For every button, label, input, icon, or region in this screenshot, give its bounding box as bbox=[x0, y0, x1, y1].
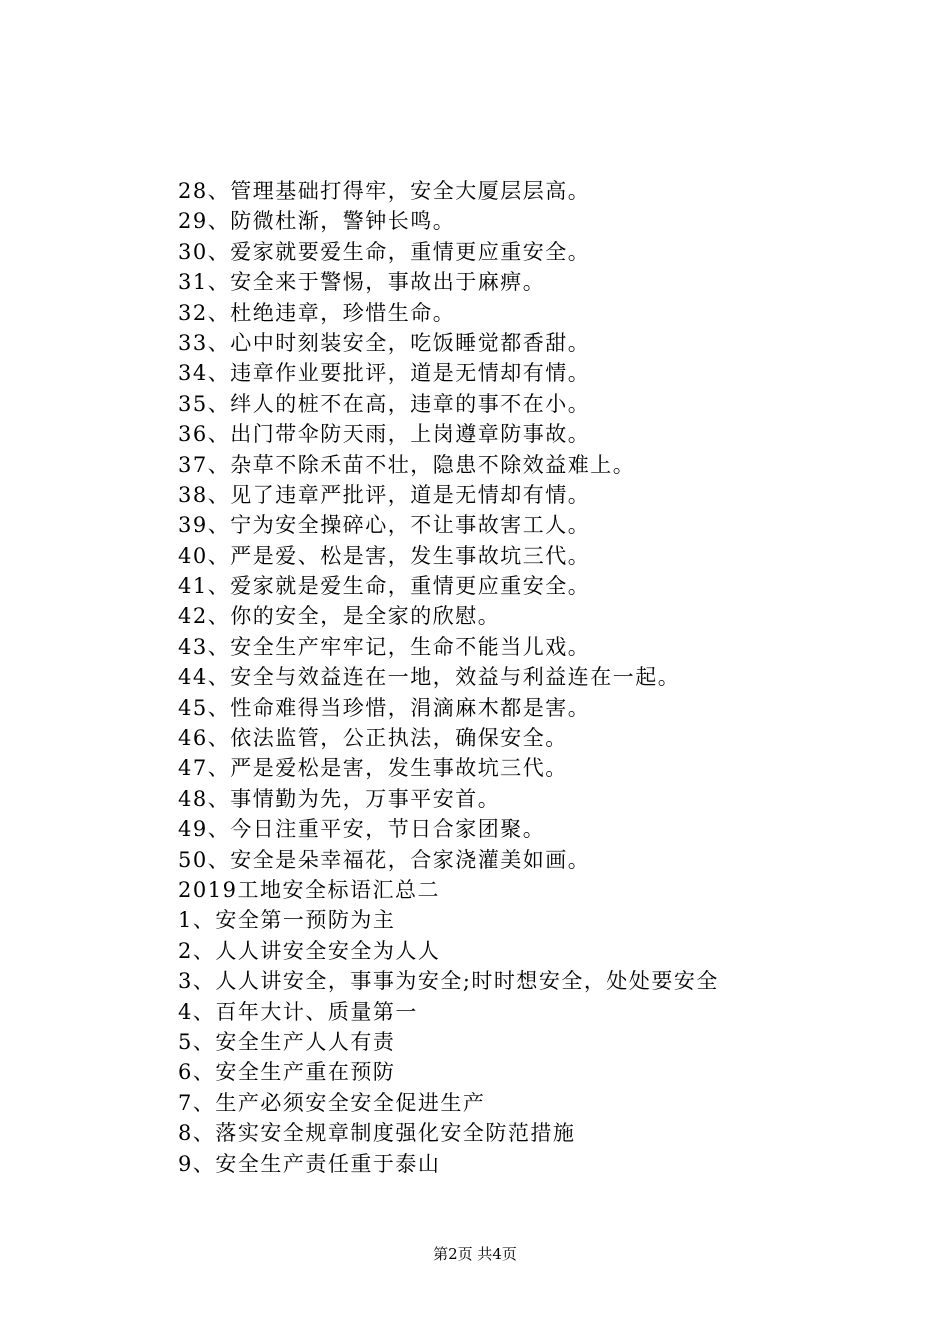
text-line: 39、宁为安全操碎心，不让事故害工人。 bbox=[178, 513, 591, 538]
text-line: 9、安全生产责任重于泰山 bbox=[178, 1151, 441, 1176]
text-line: 7、生产必须安全安全促进生产 bbox=[178, 1090, 486, 1115]
text-line: 31、安全来于警惕，事故出于麻痹。 bbox=[178, 270, 546, 295]
text-line: 42、你的安全，是全家的欣慰。 bbox=[178, 604, 501, 629]
text-line: 3、人人讲安全，事事为安全;时时想安全，处处要安全 bbox=[178, 969, 719, 994]
text-line: 44、安全与效益连在一地，效益与利益连在一起。 bbox=[178, 665, 681, 690]
text-line: 2、人人讲安全安全为人人 bbox=[178, 938, 441, 963]
text-line: 48、事情勤为先，万事平安首。 bbox=[178, 786, 501, 811]
text-line: 8、落实安全规章制度强化安全防范措施 bbox=[178, 1121, 576, 1146]
text-line: 28、管理基础打得牢，安全大厦层层高。 bbox=[178, 179, 591, 203]
text-line: 40、严是爱、松是害，发生事故坑三代。 bbox=[178, 543, 591, 568]
text-line: 43、安全生产牢牢记，生命不能当儿戏。 bbox=[178, 634, 591, 659]
text-line: 35、绊人的桩不在高，违章的事不在小。 bbox=[178, 391, 591, 416]
section-heading: 2019工地安全标语汇总二 bbox=[178, 877, 440, 902]
text-line: 33、心中时刻装安全，吃饭睡觉都香甜。 bbox=[178, 330, 591, 355]
text-line: 38、见了违章严批评，道是无情却有情。 bbox=[178, 482, 591, 507]
text-line: 50、安全是朵幸福花，合家浇灌美如画。 bbox=[178, 847, 591, 872]
text-line: 49、今日注重平安，节日合家团聚。 bbox=[178, 817, 546, 842]
text-line: 47、严是爱松是害，发生事故坑三代。 bbox=[178, 756, 568, 781]
text-line: 37、杂草不除禾苗不壮，隐患不除效益难上。 bbox=[178, 452, 636, 477]
text-line: 32、杜绝违章，珍惜生命。 bbox=[178, 300, 456, 325]
page-number-footer: 第2页 共4页 bbox=[433, 1245, 517, 1263]
text-line: 6、安全生产重在预防 bbox=[178, 1060, 396, 1085]
text-line: 36、出门带伞防天雨，上岗遵章防事故。 bbox=[178, 422, 591, 447]
text-line: 34、违章作业要批评，道是无情却有情。 bbox=[178, 361, 591, 386]
text-line: 41、爱家就是爱生命，重情更应重安全。 bbox=[178, 574, 591, 599]
text-line: 45、性命难得当珍惜，涓滴麻木都是害。 bbox=[178, 695, 591, 720]
text-line: 5、安全生产人人有责 bbox=[178, 1029, 396, 1054]
text-line: 1、安全第一预防为主 bbox=[178, 908, 396, 933]
text-line: 4、百年大计、质量第一 bbox=[178, 999, 418, 1024]
text-line: 29、防微杜渐，警钟长鸣。 bbox=[178, 209, 456, 234]
slogan-list bbox=[178, 176, 918, 1179]
text-line: 46、依法监管，公正执法，确保安全。 bbox=[178, 726, 568, 751]
text-line: 30、爱家就要爱生命，重情更应重安全。 bbox=[178, 239, 591, 264]
